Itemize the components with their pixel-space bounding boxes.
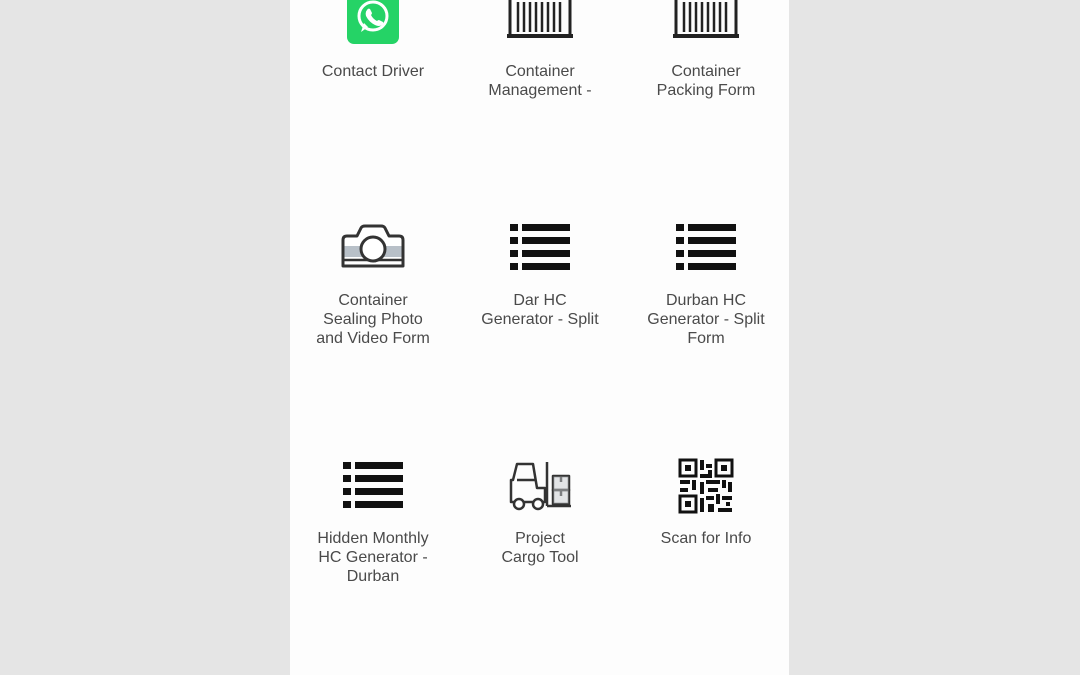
camera-icon <box>340 222 406 272</box>
app-project-cargo-tool[interactable] <box>465 460 615 590</box>
app-contact-driver[interactable] <box>298 0 448 110</box>
app-label: Scan for Info <box>660 530 752 547</box>
app-container-packing-form[interactable] <box>631 0 781 110</box>
app-label: Contact Driver <box>321 63 425 80</box>
list-icon <box>675 222 737 272</box>
app-durban-hc-generator-split-form[interactable] <box>631 222 781 352</box>
app-label: Project Cargo Tool <box>501 530 579 566</box>
list-icon <box>342 460 404 510</box>
whatsapp-icon <box>346 0 400 44</box>
qr-code-icon <box>678 458 734 514</box>
shipping-container-icon <box>507 0 573 42</box>
app-hidden-monthly-hc-generator-durban[interactable] <box>298 460 448 590</box>
app-grid-panel <box>290 0 789 675</box>
app-label: Container Packing Form <box>656 63 756 99</box>
app-label: Hidden Monthly HC Generator - Durban <box>317 530 429 585</box>
list-icon <box>509 222 571 272</box>
app-label: Container Management - <box>488 63 592 99</box>
app-container-sealing-photo-video-form[interactable] <box>298 222 448 352</box>
app-label: Dar HC Generator - Split <box>481 292 599 328</box>
app-scan-for-info[interactable] <box>631 460 781 590</box>
forklift-icon <box>507 460 573 512</box>
app-label: Durban HC Generator - Split Form <box>647 292 765 347</box>
app-label: Container Sealing Photo and Video Form <box>316 292 430 347</box>
shipping-container-icon <box>673 0 739 42</box>
app-dar-hc-generator-split[interactable] <box>465 222 615 352</box>
app-container-management[interactable] <box>465 0 615 110</box>
